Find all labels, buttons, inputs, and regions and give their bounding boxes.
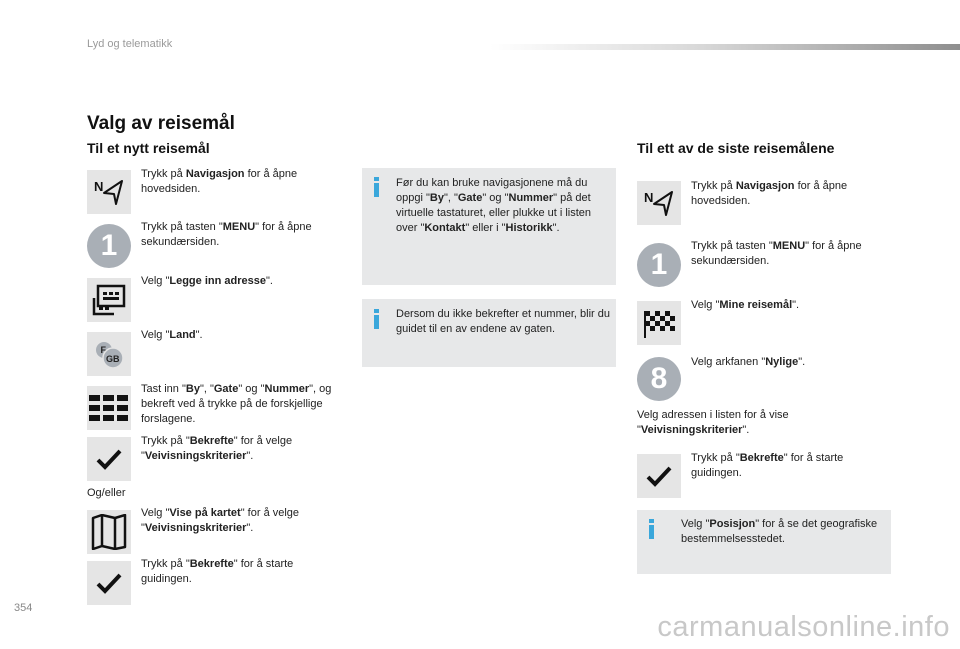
step-select-country: Velg "Land". <box>141 329 203 341</box>
info-icon <box>374 309 379 329</box>
header-divider <box>490 44 960 50</box>
svg-text:N: N <box>94 179 104 194</box>
step-confirm-criteria: Trykk på "Bekrefte" for å velge "Veivisningskriterier". <box>141 435 293 462</box>
step-recent-tab: Velg arkfanen "Nylige". <box>691 356 806 368</box>
running-header: Lyd og telematikk <box>87 38 173 50</box>
and-or-label: Og/eller <box>87 487 126 499</box>
info-icon <box>649 519 654 539</box>
step-number-8: 8 <box>637 357 681 401</box>
step-open-navigation: Trykk på Navigasjon for å åpne hovedsiden. <box>141 168 298 195</box>
info-box-prerequisites <box>362 168 616 285</box>
confirm-checkmark-icon <box>87 561 131 605</box>
navigation-icon <box>87 170 131 214</box>
info-text-prerequisites: Før du kan bruke navigasjonene må du oppgi "By", "Gate" og "Nummer" på det virtuelle tastaturet, eller plukke ut i listen over "Kontakt" eller i "Historikk". <box>396 177 592 234</box>
section-title-recent-destinations: Til ett av de siste reisemålene <box>637 140 835 156</box>
info-text-position: Velg "Posisjon" for å se det geografiske bestemmelsesstedet. <box>681 518 878 545</box>
country-flag-icon <box>87 332 131 376</box>
step-select-address: Velg adressen i listen for å vise "Veivisningskriterier". <box>637 409 789 436</box>
checkered-flag-icon <box>637 301 681 345</box>
map-icon <box>87 510 131 554</box>
keyboard-grid-icon <box>87 386 131 430</box>
section-title-new-destination: Til et nytt reisemål <box>87 140 210 156</box>
step-my-destinations: Velg "Mine reisemål". <box>691 299 800 311</box>
step-open-navigation-recent: Trykk på Navigasjon for å åpne hovedsiden. <box>691 180 848 207</box>
enter-address-icon <box>87 278 131 322</box>
info-box-street-ends <box>362 299 616 367</box>
navigation-icon <box>637 181 681 225</box>
page-title: Valg av reisemål <box>87 113 235 134</box>
confirm-checkmark-icon <box>87 437 131 481</box>
svg-text:N: N <box>644 190 654 205</box>
step-start-guidance-recent: Trykk på "Bekrefte" for å starte guidingen. <box>691 452 844 479</box>
step-number-1: 1 <box>87 224 131 268</box>
info-text-street-ends: Dersom du ikke bekrefter et nummer, blir du guidet til en av endene av gaten. <box>396 308 610 335</box>
step-number-1-recent: 1 <box>637 243 681 287</box>
step-press-menu-recent: Trykk på tasten "MENU" for å åpne sekundærsiden. <box>691 240 862 267</box>
step-show-on-map: Velg "Vise på kartet" for å velge "Veivisningskriterier". <box>141 507 300 534</box>
flag-label-gb: GB <box>106 354 120 364</box>
info-box-position <box>637 510 891 574</box>
confirm-checkmark-icon <box>637 454 681 498</box>
page-number: 354 <box>14 602 33 614</box>
step-enter-city-street-number: Tast inn "By", "Gate" og "Nummer", og bekreft ved å trykke på de forskjellige forslagene. <box>141 383 332 425</box>
step-press-menu: Trykk på tasten "MENU" for å åpne sekundærsiden. <box>141 221 312 248</box>
info-icon <box>374 177 379 197</box>
watermark: carmanualsonline.info <box>657 611 950 643</box>
step-start-guidance: Trykk på "Bekrefte" for å starte guidingen. <box>141 558 294 585</box>
step-enter-address: Velg "Legge inn adresse". <box>141 275 273 287</box>
flag-label-f: F <box>100 345 106 355</box>
